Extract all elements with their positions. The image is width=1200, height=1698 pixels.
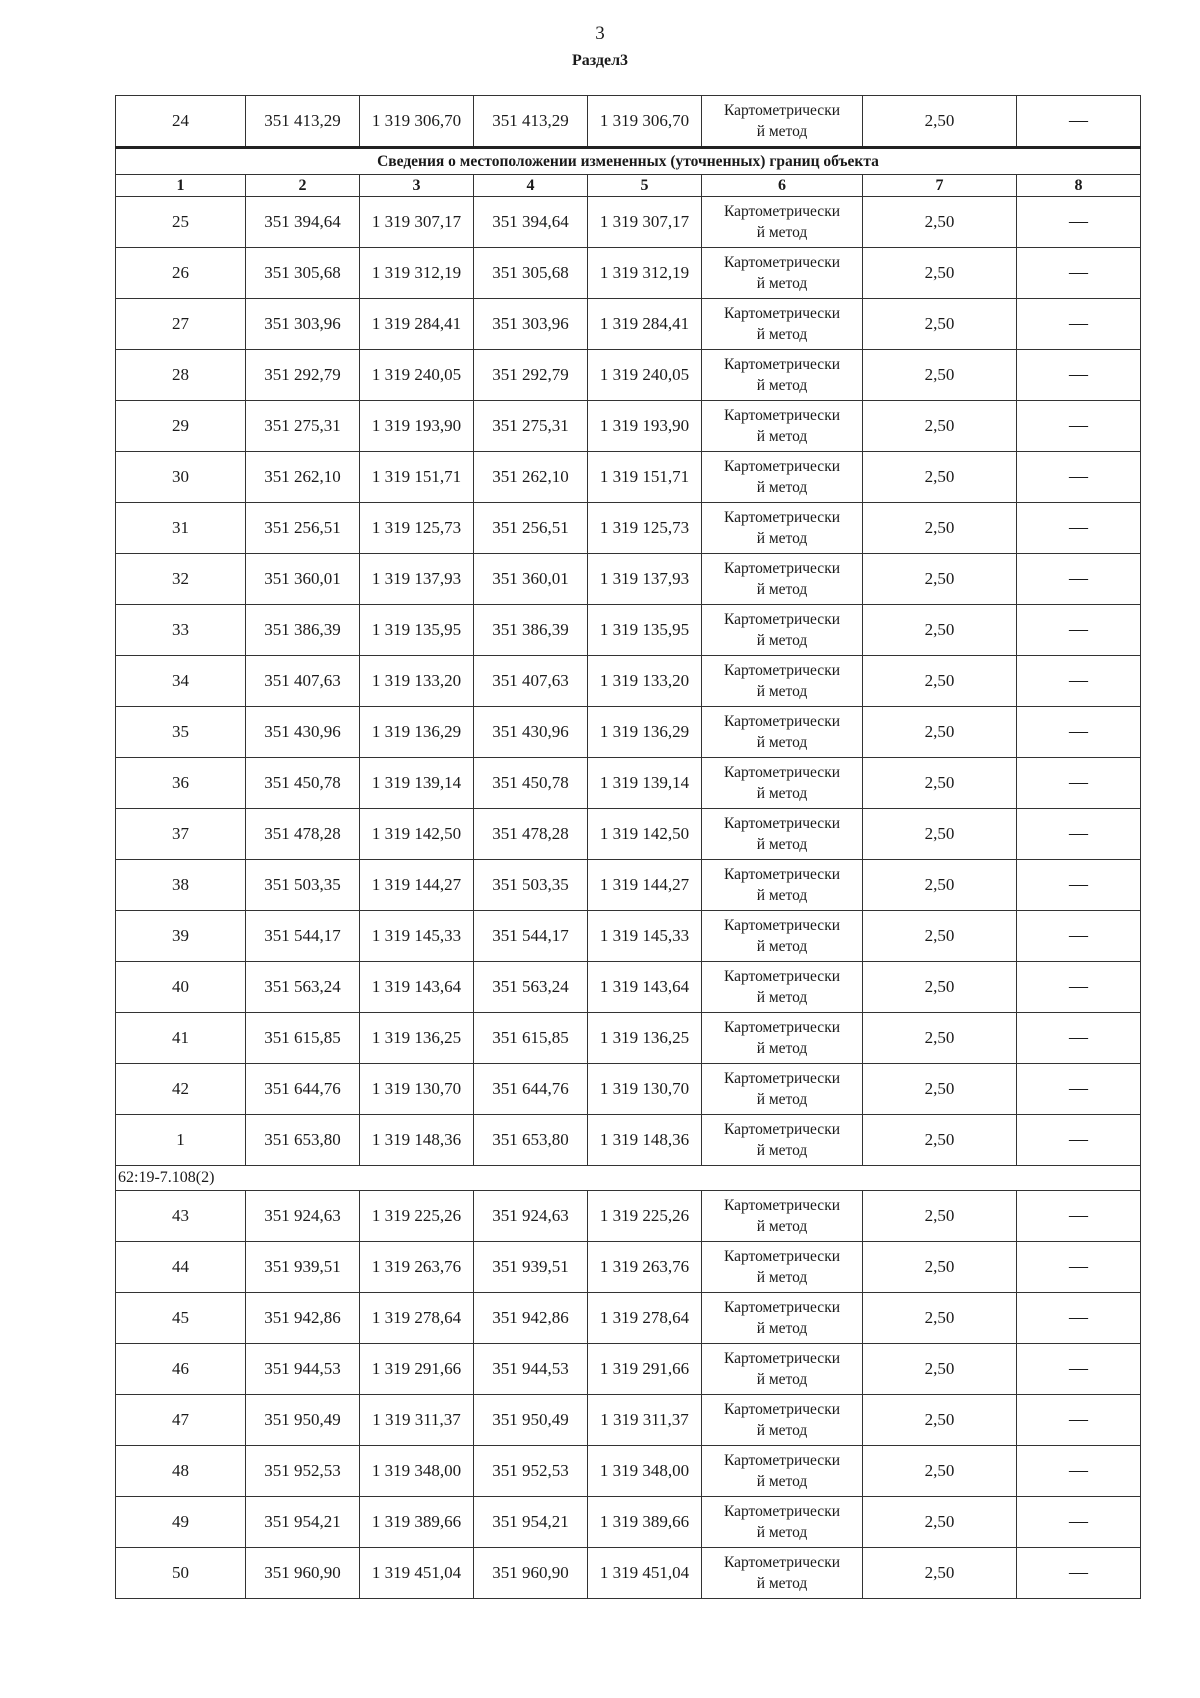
- y-existing: 1 319 135,95: [360, 605, 474, 656]
- accuracy: 2,50: [863, 1344, 1017, 1395]
- method-cell: Картометрически й метод: [702, 350, 863, 401]
- note: —: [1017, 299, 1141, 350]
- point-number: 39: [116, 911, 246, 962]
- x-existing: 351 303,96: [246, 299, 360, 350]
- method-cell: Картометрически й метод: [702, 1497, 863, 1548]
- x-existing: 351 563,24: [246, 962, 360, 1013]
- section-title: Раздел3: [571, 52, 629, 69]
- note: —: [1017, 1497, 1141, 1548]
- x-specified: 351 292,79: [474, 350, 588, 401]
- x-existing: 351 262,10: [246, 452, 360, 503]
- method-cell: Картометрически й метод: [702, 299, 863, 350]
- x-existing: 351 939,51: [246, 1242, 360, 1293]
- y-specified: 1 319 291,66: [588, 1344, 702, 1395]
- method-cell: Картометрически й метод: [702, 503, 863, 554]
- note: —: [1017, 1064, 1141, 1115]
- method-cell: Картометрически й метод: [702, 911, 863, 962]
- column-number: 2: [246, 175, 360, 197]
- accuracy: 2,50: [863, 1395, 1017, 1446]
- note: —: [1017, 1548, 1141, 1599]
- x-specified: 351 944,53: [474, 1344, 588, 1395]
- y-specified: 1 319 148,36: [588, 1115, 702, 1166]
- x-specified: 351 430,96: [474, 707, 588, 758]
- x-existing: 351 924,63: [246, 1191, 360, 1242]
- accuracy: 2,50: [863, 1013, 1017, 1064]
- point-number: 28: [116, 350, 246, 401]
- accuracy: 2,50: [863, 401, 1017, 452]
- table-row: [116, 1013, 1141, 1064]
- y-existing: 1 319 451,04: [360, 1548, 474, 1599]
- y-existing: 1 319 137,93: [360, 554, 474, 605]
- table-row: [116, 1242, 1141, 1293]
- point-number: 42: [116, 1064, 246, 1115]
- point-number: 36: [116, 758, 246, 809]
- x-specified: 351 386,39: [474, 605, 588, 656]
- y-existing: 1 319 133,20: [360, 656, 474, 707]
- point-number: 44: [116, 1242, 246, 1293]
- x-existing: 351 430,96: [246, 707, 360, 758]
- y-existing: 1 319 278,64: [360, 1293, 474, 1344]
- y-specified: 1 319 130,70: [588, 1064, 702, 1115]
- x-specified: 351 275,31: [474, 401, 588, 452]
- note: —: [1017, 1115, 1141, 1166]
- y-existing: 1 319 263,76: [360, 1242, 474, 1293]
- accuracy: 2,50: [863, 1115, 1017, 1166]
- y-specified: 1 319 278,64: [588, 1293, 702, 1344]
- note: —: [1017, 1344, 1141, 1395]
- note: —: [1017, 554, 1141, 605]
- x-existing: 351 954,21: [246, 1497, 360, 1548]
- point-number: 45: [116, 1293, 246, 1344]
- y-existing: 1 319 389,66: [360, 1497, 474, 1548]
- y-specified: 1 319 263,76: [588, 1242, 702, 1293]
- column-number: 8: [1017, 175, 1141, 197]
- note: —: [1017, 1293, 1141, 1344]
- method-cell: Картометрически й метод: [702, 1395, 863, 1446]
- y-specified: 1 319 136,29: [588, 707, 702, 758]
- y-specified: 1 319 142,50: [588, 809, 702, 860]
- y-specified: 1 319 451,04: [588, 1548, 702, 1599]
- x-specified: 351 954,21: [474, 1497, 588, 1548]
- method-cell: Картометрически й метод: [702, 1013, 863, 1064]
- table-row: [116, 656, 1141, 707]
- method-cell: Картометрически й метод: [702, 248, 863, 299]
- note: —: [1017, 503, 1141, 554]
- accuracy: 2,50: [863, 1191, 1017, 1242]
- table-row: [116, 1548, 1141, 1599]
- group-label-row: [116, 1166, 1141, 1191]
- note: —: [1017, 656, 1141, 707]
- note: —: [1017, 962, 1141, 1013]
- x-existing: 351 653,80: [246, 1115, 360, 1166]
- x-existing: 351 256,51: [246, 503, 360, 554]
- x-existing: 351 942,86: [246, 1293, 360, 1344]
- x-specified: 351 950,49: [474, 1395, 588, 1446]
- accuracy: 2,50: [863, 758, 1017, 809]
- table-row: [116, 503, 1141, 554]
- note: —: [1017, 197, 1141, 248]
- accuracy: 2,50: [863, 707, 1017, 758]
- point-number: 26: [116, 248, 246, 299]
- table-row: [116, 1064, 1141, 1115]
- method-cell: Картометрически й метод: [702, 401, 863, 452]
- y-specified: 1 319 133,20: [588, 656, 702, 707]
- point-number: 30: [116, 452, 246, 503]
- note: —: [1017, 860, 1141, 911]
- table-caption-row: [116, 148, 1141, 175]
- y-specified: 1 319 311,37: [588, 1395, 702, 1446]
- method-cell: Картометрически й метод: [702, 554, 863, 605]
- y-specified: 1 319 389,66: [588, 1497, 702, 1548]
- accuracy: 2,50: [863, 1242, 1017, 1293]
- x-specified: 351 305,68: [474, 248, 588, 299]
- x-specified: 351 407,63: [474, 656, 588, 707]
- note: —: [1017, 1191, 1141, 1242]
- table-row: [116, 707, 1141, 758]
- x-specified: 351 360,01: [474, 554, 588, 605]
- point-number: 34: [116, 656, 246, 707]
- x-specified: 351 615,85: [474, 1013, 588, 1064]
- x-existing: 351 952,53: [246, 1446, 360, 1497]
- accuracy: 2,50: [863, 299, 1017, 350]
- y-specified: 1 319 135,95: [588, 605, 702, 656]
- x-existing: 351 503,35: [246, 860, 360, 911]
- column-number: 6: [702, 175, 863, 197]
- point-number: 1: [116, 1115, 246, 1166]
- y-specified: 1 319 137,93: [588, 554, 702, 605]
- x-existing: 351 394,64: [246, 197, 360, 248]
- y-existing: 1 319 143,64: [360, 962, 474, 1013]
- table-row: [116, 299, 1141, 350]
- y-specified: 1 319 125,73: [588, 503, 702, 554]
- table-row: [116, 605, 1141, 656]
- table-row: [116, 452, 1141, 503]
- y-specified: 1 319 151,71: [588, 452, 702, 503]
- note: —: [1017, 809, 1141, 860]
- x-specified: 351 563,24: [474, 962, 588, 1013]
- table-row: [116, 1191, 1141, 1242]
- method-cell: Картометрически й метод: [702, 1064, 863, 1115]
- x-specified: 351 394,64: [474, 197, 588, 248]
- note: —: [1017, 401, 1141, 452]
- table-row: [116, 1497, 1141, 1548]
- table-row: [116, 96, 1141, 148]
- y-existing: 1 319 284,41: [360, 299, 474, 350]
- x-specified: 351 256,51: [474, 503, 588, 554]
- y-existing: 1 319 240,05: [360, 350, 474, 401]
- y-existing: 1 319 306,70: [360, 96, 474, 148]
- table-row: [116, 1446, 1141, 1497]
- x-existing: 351 544,17: [246, 911, 360, 962]
- method-cell: Картометрически й метод: [702, 1293, 863, 1344]
- x-specified: 351 503,35: [474, 860, 588, 911]
- note: —: [1017, 1013, 1141, 1064]
- y-existing: 1 319 125,73: [360, 503, 474, 554]
- y-existing: 1 319 136,29: [360, 707, 474, 758]
- column-numbers-row: [116, 175, 1141, 197]
- accuracy: 2,50: [863, 860, 1017, 911]
- table-body: [116, 96, 1141, 1599]
- point-number: 47: [116, 1395, 246, 1446]
- y-specified: 1 319 240,05: [588, 350, 702, 401]
- y-specified: 1 319 348,00: [588, 1446, 702, 1497]
- x-specified: 351 644,76: [474, 1064, 588, 1115]
- x-existing: 351 950,49: [246, 1395, 360, 1446]
- x-specified: 351 450,78: [474, 758, 588, 809]
- table-row: [116, 1344, 1141, 1395]
- column-number: 3: [360, 175, 474, 197]
- accuracy: 2,50: [863, 350, 1017, 401]
- x-specified: 351 303,96: [474, 299, 588, 350]
- x-specified: 351 952,53: [474, 1446, 588, 1497]
- point-number: 37: [116, 809, 246, 860]
- note: —: [1017, 1395, 1141, 1446]
- accuracy: 2,50: [863, 1497, 1017, 1548]
- x-existing: 351 407,63: [246, 656, 360, 707]
- y-existing: 1 319 151,71: [360, 452, 474, 503]
- x-existing: 351 944,53: [246, 1344, 360, 1395]
- column-number: 7: [863, 175, 1017, 197]
- y-specified: 1 319 145,33: [588, 911, 702, 962]
- x-specified: 351 960,90: [474, 1548, 588, 1599]
- x-existing: 351 292,79: [246, 350, 360, 401]
- point-number: 50: [116, 1548, 246, 1599]
- note: —: [1017, 350, 1141, 401]
- note: —: [1017, 248, 1141, 299]
- x-existing: 351 450,78: [246, 758, 360, 809]
- y-existing: 1 319 136,25: [360, 1013, 474, 1064]
- accuracy: 2,50: [863, 1548, 1017, 1599]
- column-number: 4: [474, 175, 588, 197]
- note: —: [1017, 707, 1141, 758]
- method-cell: Картометрически й метод: [702, 656, 863, 707]
- y-specified: 1 319 143,64: [588, 962, 702, 1013]
- point-number: 33: [116, 605, 246, 656]
- method-cell: Картометрически й метод: [702, 1446, 863, 1497]
- y-specified: 1 319 284,41: [588, 299, 702, 350]
- x-existing: 351 960,90: [246, 1548, 360, 1599]
- y-existing: 1 319 225,26: [360, 1191, 474, 1242]
- x-specified: 351 653,80: [474, 1115, 588, 1166]
- note: —: [1017, 1242, 1141, 1293]
- method-cell: Картометрически й метод: [702, 1548, 863, 1599]
- y-existing: 1 319 142,50: [360, 809, 474, 860]
- y-existing: 1 319 307,17: [360, 197, 474, 248]
- accuracy: 2,50: [863, 962, 1017, 1013]
- point-number: 40: [116, 962, 246, 1013]
- y-specified: 1 319 306,70: [588, 96, 702, 148]
- x-specified: 351 478,28: [474, 809, 588, 860]
- y-specified: 1 319 144,27: [588, 860, 702, 911]
- point-number: 48: [116, 1446, 246, 1497]
- y-existing: 1 319 139,14: [360, 758, 474, 809]
- y-existing: 1 319 312,19: [360, 248, 474, 299]
- method-cell: Картометрически й метод: [702, 1191, 863, 1242]
- method-cell: Картометрически й метод: [702, 758, 863, 809]
- column-number: 5: [588, 175, 702, 197]
- page-number: 3: [595, 23, 605, 44]
- y-existing: 1 319 145,33: [360, 911, 474, 962]
- table-row: [116, 248, 1141, 299]
- x-existing: 351 478,28: [246, 809, 360, 860]
- table-row: [116, 350, 1141, 401]
- point-number: 43: [116, 1191, 246, 1242]
- table-caption: Сведения о местоположении измененных (уточненных) границ объекта: [116, 148, 1141, 175]
- table-row: [116, 1293, 1141, 1344]
- y-existing: 1 319 130,70: [360, 1064, 474, 1115]
- point-number: 38: [116, 860, 246, 911]
- y-specified: 1 319 225,26: [588, 1191, 702, 1242]
- method-cell: Картометрически й метод: [702, 197, 863, 248]
- method-cell: Картометрически й метод: [702, 707, 863, 758]
- method-cell: Картометрически й метод: [702, 860, 863, 911]
- x-specified: 351 544,17: [474, 911, 588, 962]
- y-existing: 1 319 148,36: [360, 1115, 474, 1166]
- table-row: [116, 1395, 1141, 1446]
- table-row: [116, 401, 1141, 452]
- method-cell: Картометрически й метод: [702, 962, 863, 1013]
- note: —: [1017, 452, 1141, 503]
- point-number: 24: [116, 96, 246, 148]
- accuracy: 2,50: [863, 503, 1017, 554]
- point-number: 32: [116, 554, 246, 605]
- point-number: 25: [116, 197, 246, 248]
- table-row: [116, 860, 1141, 911]
- y-existing: 1 319 291,66: [360, 1344, 474, 1395]
- x-existing: 351 386,39: [246, 605, 360, 656]
- group-label: 62:19-7.108(2): [116, 1166, 1141, 1191]
- note: —: [1017, 605, 1141, 656]
- x-specified: 351 942,86: [474, 1293, 588, 1344]
- x-existing: 351 413,29: [246, 96, 360, 148]
- table-row: [116, 911, 1141, 962]
- x-existing: 351 644,76: [246, 1064, 360, 1115]
- y-existing: 1 319 348,00: [360, 1446, 474, 1497]
- point-number: 35: [116, 707, 246, 758]
- table-row: [116, 758, 1141, 809]
- table-row: [116, 962, 1141, 1013]
- table-row: [116, 197, 1141, 248]
- accuracy: 2,50: [863, 1293, 1017, 1344]
- accuracy: 2,50: [863, 452, 1017, 503]
- method-cell: Картометрически й метод: [702, 605, 863, 656]
- x-specified: 351 939,51: [474, 1242, 588, 1293]
- method-cell: Картометрически й метод: [702, 96, 863, 148]
- method-cell: Картометрически й метод: [702, 452, 863, 503]
- coordinates-table: [115, 95, 1141, 1599]
- accuracy: 2,50: [863, 248, 1017, 299]
- y-specified: 1 319 312,19: [588, 248, 702, 299]
- y-specified: 1 319 193,90: [588, 401, 702, 452]
- note: —: [1017, 96, 1141, 148]
- x-existing: 351 275,31: [246, 401, 360, 452]
- table-row: [116, 809, 1141, 860]
- accuracy: 2,50: [863, 809, 1017, 860]
- point-number: 29: [116, 401, 246, 452]
- accuracy: 2,50: [863, 96, 1017, 148]
- accuracy: 2,50: [863, 1064, 1017, 1115]
- x-existing: 351 305,68: [246, 248, 360, 299]
- column-number: 1: [116, 175, 246, 197]
- y-specified: 1 319 136,25: [588, 1013, 702, 1064]
- method-cell: Картометрически й метод: [702, 1344, 863, 1395]
- y-specified: 1 319 307,17: [588, 197, 702, 248]
- method-cell: Картометрически й метод: [702, 1242, 863, 1293]
- x-specified: 351 262,10: [474, 452, 588, 503]
- accuracy: 2,50: [863, 656, 1017, 707]
- note: —: [1017, 1446, 1141, 1497]
- method-cell: Картометрически й метод: [702, 809, 863, 860]
- point-number: 31: [116, 503, 246, 554]
- y-specified: 1 319 139,14: [588, 758, 702, 809]
- y-existing: 1 319 144,27: [360, 860, 474, 911]
- point-number: 27: [116, 299, 246, 350]
- note: —: [1017, 911, 1141, 962]
- table-row: [116, 554, 1141, 605]
- method-cell: Картометрически й метод: [702, 1115, 863, 1166]
- point-number: 46: [116, 1344, 246, 1395]
- x-specified: 351 413,29: [474, 96, 588, 148]
- accuracy: 2,50: [863, 605, 1017, 656]
- y-existing: 1 319 193,90: [360, 401, 474, 452]
- note: —: [1017, 758, 1141, 809]
- x-existing: 351 615,85: [246, 1013, 360, 1064]
- x-specified: 351 924,63: [474, 1191, 588, 1242]
- y-existing: 1 319 311,37: [360, 1395, 474, 1446]
- accuracy: 2,50: [863, 554, 1017, 605]
- accuracy: 2,50: [863, 911, 1017, 962]
- point-number: 41: [116, 1013, 246, 1064]
- accuracy: 2,50: [863, 197, 1017, 248]
- accuracy: 2,50: [863, 1446, 1017, 1497]
- table-row: [116, 1115, 1141, 1166]
- point-number: 49: [116, 1497, 246, 1548]
- x-existing: 351 360,01: [246, 554, 360, 605]
